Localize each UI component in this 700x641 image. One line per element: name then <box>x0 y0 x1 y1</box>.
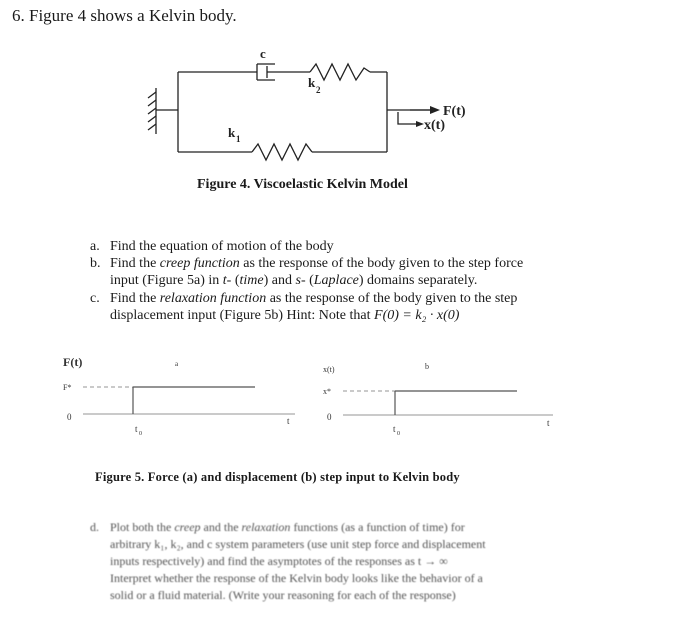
label-k1: k <box>228 125 236 140</box>
figure4-caption: Figure 4. Viscoelastic Kelvin Model <box>197 177 408 192</box>
spring-k2 <box>310 64 370 80</box>
item-d-line4: Interpret whether the response of the Kelvin body looks like the behavior of a <box>110 571 483 585</box>
question-title: 6. Figure 4 shows a Kelvin body. <box>12 6 237 25</box>
disp-arrow-head <box>416 121 424 127</box>
label-k1-sub: 1 <box>236 134 241 144</box>
fig5a-xlabel: t <box>287 416 290 426</box>
item-c-label: c. <box>90 291 100 306</box>
fig5a-level: F* <box>63 383 72 392</box>
item-d-line3: inputs respectively) and find the asymptotes of the responses as t → ∞ <box>110 554 448 568</box>
kelvin-model-diagram <box>130 40 490 170</box>
item-b-line2: input (Figure 5a) in t- (time) and s- (Laplace) domains separately. <box>110 273 478 288</box>
fig5b-level: x* <box>323 387 331 396</box>
label-force: F(t) <box>443 104 466 119</box>
label-k2-sub: 2 <box>316 85 321 95</box>
item-d-line5: solid or a fluid material. (Write your reasoning for each of the response) <box>110 588 456 602</box>
force-arrow-head <box>430 106 440 114</box>
fig5a-zero: 0 <box>67 412 72 422</box>
fig5a-t0: t <box>135 424 138 434</box>
item-a-label: a. <box>90 239 100 254</box>
fig5b-t0: t <box>393 424 396 434</box>
item-d-line2: arbitrary k₁, k₂, and c system parameters (use unit step force and displacement <box>110 537 486 551</box>
label-c: c <box>260 46 266 61</box>
fig5b-t0-sub: 0 <box>397 431 400 437</box>
fig5b-ylabel: x(t) <box>323 365 335 374</box>
item-d-line1: Plot both the creep and the relaxation functions (as a function of time) for <box>110 520 465 534</box>
item-d-label: d. <box>90 520 99 534</box>
fig5b-xlabel: t <box>547 418 550 428</box>
item-a-text: Find the equation of motion of the body <box>110 239 334 254</box>
fig5b-tag: b <box>425 362 429 371</box>
spring-k1 <box>252 144 312 160</box>
item-b-label: b. <box>90 256 101 271</box>
figure5-caption: Figure 5. Force (a) and displacement (b) step input to Kelvin body <box>95 470 460 484</box>
item-c-line1: Find the relaxation function as the response of the body given to the step <box>110 291 518 306</box>
label-disp: x(t) <box>424 118 445 133</box>
fig5a-ylabel: F(t) <box>63 355 83 369</box>
step-input-figure <box>55 352 655 442</box>
damper-c <box>257 64 290 80</box>
fig5a-tag: a <box>175 360 179 368</box>
label-k2: k <box>308 75 316 90</box>
wall-hatch <box>148 92 156 130</box>
fig5a-t0-sub: 0 <box>139 431 142 437</box>
item-c-line2: displacement input (Figure 5b) Hint: Note that F(0) = k₂ · x(0) <box>110 308 460 323</box>
fig5b-zero: 0 <box>327 412 332 422</box>
item-b-line1: Find the creep function as the response of the body given to the step force <box>110 256 524 271</box>
